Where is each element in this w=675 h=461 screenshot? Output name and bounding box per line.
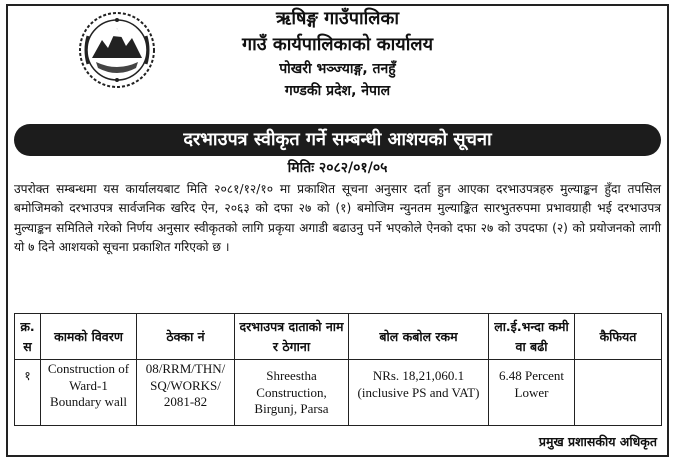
province-name: गण्डकी प्रदेश, नेपाल bbox=[284, 83, 391, 99]
tender-table bbox=[14, 313, 662, 426]
letterhead bbox=[0, 6, 675, 102]
header-description: कामको विवरण bbox=[41, 314, 137, 360]
notice-title: दरभाउपत्र स्वीकृत गर्ने सम्बन्धी आशयको सूचना bbox=[14, 124, 661, 156]
header-bidder: दरभाउपत्र दाताको नाम र ठेगाना bbox=[235, 314, 349, 360]
header-bid-amount: बोल कबोल रकम bbox=[349, 314, 489, 360]
cell-remarks bbox=[575, 360, 662, 426]
municipality-name: ऋषिङ्ग गाउँपालिका bbox=[276, 8, 399, 29]
cell-bidder: Shreestha Construction, Birgunj, Parsa bbox=[235, 360, 349, 426]
header-remarks: कैफियत bbox=[575, 314, 662, 360]
header-contract-no: ठेक्का नं bbox=[137, 314, 235, 360]
cell-contract-no: 08/RRM/THN/ SQ/WORKS/ 2081-82 bbox=[137, 360, 235, 426]
header-variance: ला.ई.भन्दा कमी वा बढी bbox=[489, 314, 575, 360]
table-header-row bbox=[15, 314, 662, 360]
table-row bbox=[15, 360, 662, 426]
office-location: पोखरी भञ्ज्याङ्ग, तनहुँ bbox=[279, 61, 396, 77]
cell-sn: १ bbox=[15, 360, 41, 426]
signatory-title: प्रमुख प्रशासकीय अधिकृत bbox=[538, 434, 657, 449]
cell-variance: 6.48 Percent Lower bbox=[489, 360, 575, 426]
notice-body: उपरोक्त सम्बन्धमा यस कार्यालयबाट मिति २०८१/१२/१० मा प्रकाशित सूचना अनुसार दर्ता हुन आएका दरभाउपत्रहरु मुल्याङ्कन हुँदा तपसिल बमोजिमको दरभाउपत्र सार्वजनिक खरिद ऐन, २०६३ को दफा २७ को (१) बमोजिम न्युनतम मुल्याङ्कित सारभुतरुपमा प्रभावग्राही भई दरभाउपत्र मुल्याङ्कन समितिले गरेको निर्णय अनुसार स्वीकृतको लागि प्रकृया अगाडी बढाउनु पर्ने भएकोले ऐनको दफा २७ को उपदफा (२) को प्रयोजनको लागी यो ७ दिने आशयको सूचना प्रकाशित गरिएको छ । bbox=[14, 182, 661, 255]
cell-bid-amount: NRs. 18,21,060.1 (inclusive PS and VAT) bbox=[349, 360, 489, 426]
cell-description: Construction of Ward-1 Boundary wall bbox=[41, 360, 137, 426]
notice-date: मितिः २०८२/०१/०५ bbox=[287, 160, 388, 176]
header-sn: क्र. स bbox=[15, 314, 41, 360]
office-name: गाउँ कार्यपालिकाको कार्यालय bbox=[241, 34, 434, 55]
